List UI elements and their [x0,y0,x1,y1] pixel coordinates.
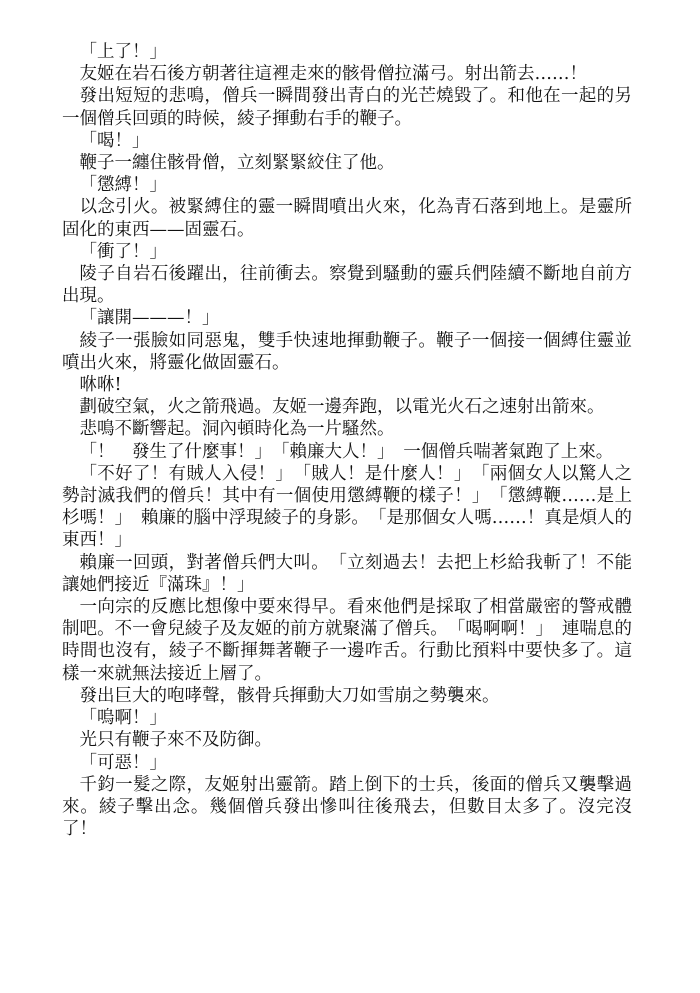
paragraph: 友姬在岩石後方朝著往這裡走來的骸骨僧拉滿弓。射出箭去……！ [79,64,587,85]
paragraph: 「懲縛！」 [79,175,167,196]
paragraph: 發出短短的悲鳴，僧兵一瞬間發出青白的光芒燒毀了。和他在一起的另一個僧兵回頭的時候，綾子揮動右手的鞭子。 [62,86,632,129]
paragraph: 悲鳴不斷響起。洞內頓時化為一片騷然。 [79,419,395,440]
paragraph: 劃破空氣，火之箭飛過。友姬一邊奔跑，以電光火石之速射出箭來。 [79,397,605,418]
paragraph: 發出巨大的咆哮聲，骸骨兵揮動大刀如雪崩之勢襲來。 [79,685,500,706]
paragraph: 「讓開———！」 [79,308,220,329]
paragraph: 光只有鞭子來不及防御。 [79,730,272,751]
paragraph: 「上了！」 [79,42,167,62]
paragraph: 「可惡！」 [79,752,167,773]
paragraph: 「喝！」 [79,130,150,151]
paragraph: 一向宗的反應比想像中要來得早。看來他們是採取了相當嚴密的警戒體制吧。不一會兒綾子及友姬的前方就聚滿了僧兵。 「喝啊啊！」 連喘息的時間也沒有，綾子不斷揮舞著鞭子一邊咋舌。行動比預料中要快多了。這樣一來就無法接近上層了。 [62,597,632,684]
paragraph: 千鈞一髮之際，友姬射出靈箭。踏上倒下的士兵，後面的僧兵又襲擊過來。綾子擊出念。幾個僧兵發出慘叫往後飛去，但數目太多了。沒完沒了！ [62,774,632,840]
paragraph: 「不好了！有賊人入侵！」 「賊人！是什麼人！」 「兩個女人以驚人之勢討滅我們的僧兵！其中有一個使用懲縛鞭的樣子！」 「懲縛鞭……是上杉嗎！」 賴廉的腦中浮現綾子的身影。 「是那個女人嗎……！真是煩人的東西！」 [62,463,632,551]
paragraph: 賴廉一回頭，對著僧兵們大叫。 「立刻過去！去把上杉給我斬了！不能讓她們接近『滿珠』！」 [62,552,632,595]
novel-page [62,41,632,840]
paragraph: 鞭子一纏住骸骨僧，立刻緊緊絞住了他。 [79,153,395,174]
paragraph: 「！ 發生了什麼事！」 「賴廉大人！」 一個僧兵喘著氣跑了上來。 [79,441,614,462]
paragraph: 陵子自岩石後躍出，往前衝去。察覺到騷動的靈兵們陸續不斷地自前方出現。 [62,264,632,307]
paragraph: 「嗚啊！」 [79,708,167,729]
paragraph: 綾子一張臉如同惡鬼，雙手快速地揮動鞭子。鞭子一個接一個縛住靈並噴出火來，將靈化做固靈石。 [62,330,632,373]
paragraph: 以念引火。被緊縛住的靈一瞬間噴出火來，化為青石落到地上。是靈所固化的東西——固靈石。 [62,197,632,240]
paragraph: 「衝了！」 [79,241,167,262]
paragraph: 咻咻! [79,375,122,396]
